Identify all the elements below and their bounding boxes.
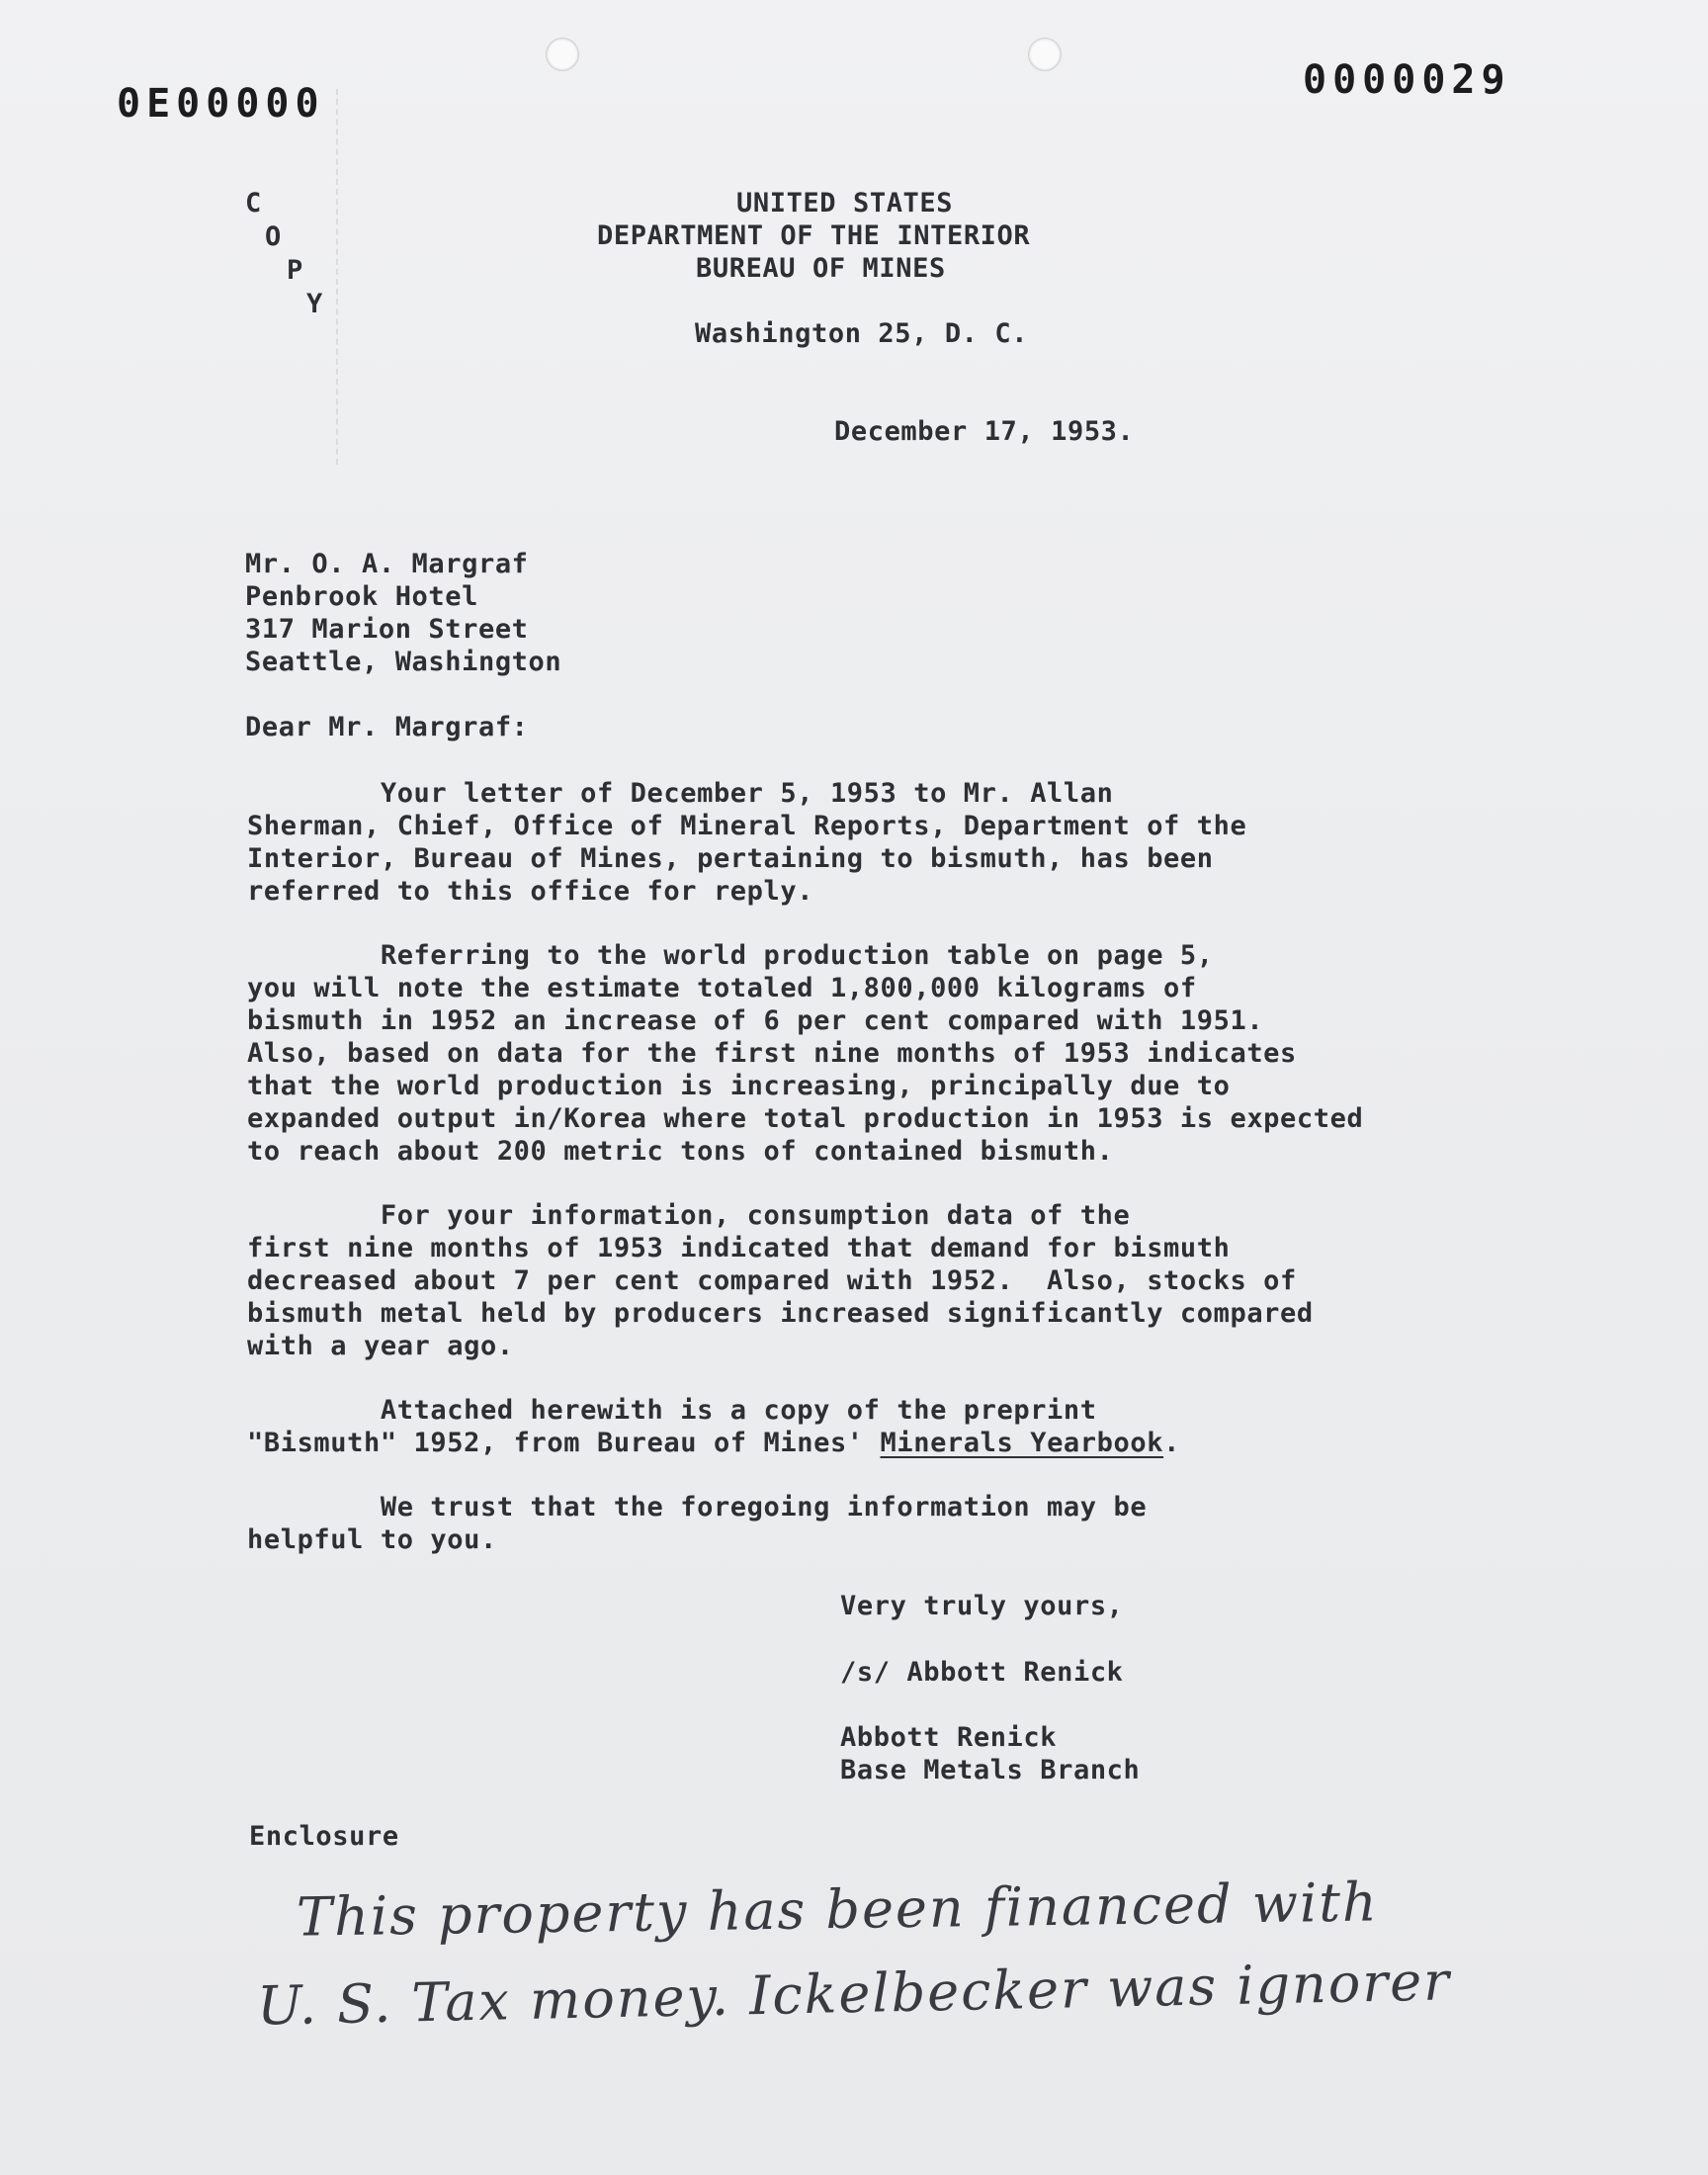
bleed-through-mark: [336, 89, 476, 465]
body-line: Also, based on data for the first nine months of 1953 indicates: [247, 1038, 1297, 1069]
copy-mark-p: P: [287, 255, 303, 286]
letter-date: December 17, 1953.: [834, 416, 1135, 447]
body-line: to reach about 200 metric tons of contained bismuth.: [247, 1136, 1114, 1167]
signature: /s/ Abbott Renick: [840, 1657, 1124, 1688]
enclosure-note: Enclosure: [249, 1821, 399, 1852]
punch-hole: [546, 38, 579, 71]
handwritten-note-line: U. S. Tax money. Ickelbecker was ignorer: [256, 1950, 1452, 2038]
body-text: "Bismuth" 1952, from Bureau of Mines': [247, 1428, 864, 1458]
stamp-number-right: 0000029: [1303, 57, 1511, 103]
salutation: Dear Mr. Margraf:: [245, 712, 529, 742]
body-line: For your information, consumption data of the: [247, 1200, 1131, 1231]
address-line: Mr. O. A. Margraf: [245, 549, 529, 579]
body-line: you will note the estimate totaled 1,800,000 kilograms of: [247, 973, 1197, 1003]
address-line: Penbrook Hotel: [245, 581, 478, 612]
body-line: with a year ago.: [247, 1331, 514, 1361]
body-line: decreased about 7 per cent compared with 1952. Also, stocks of: [247, 1265, 1297, 1296]
closing: Very truly yours,: [840, 1591, 1124, 1621]
body-line: We trust that the foregoing information may be: [247, 1492, 1148, 1522]
letterhead-location: Washington 25, D. C.: [695, 318, 1029, 349]
body-line: Interior, Bureau of Mines, pertaining to bismuth, has been: [247, 843, 1214, 874]
body-line: bismuth metal held by producers increased significantly compared: [247, 1298, 1314, 1329]
signer-name: Abbott Renick: [840, 1722, 1058, 1753]
signer-title: Base Metals Branch: [840, 1755, 1141, 1785]
copy-mark-y: Y: [306, 289, 323, 319]
body-line: Your letter of December 5, 1953 to Mr. Allan: [247, 778, 1114, 809]
address-line: 317 Marion Street: [245, 614, 529, 645]
body-line: Sherman, Chief, Office of Mineral Reports, Department of the: [247, 811, 1247, 841]
body-line: that the world production is increasing, principally due to: [247, 1071, 1231, 1101]
letterhead-department: DEPARTMENT OF THE INTERIOR: [597, 220, 1031, 251]
stamp-number-left: 0E00000: [117, 81, 325, 127]
body-line: referred to this office for reply.: [247, 876, 814, 907]
letterhead-country: UNITED STATES: [736, 188, 954, 218]
sentence-end: .: [1163, 1428, 1180, 1458]
body-line: bismuth in 1952 an increase of 6 per cent compared with 1951.: [247, 1005, 1264, 1036]
publication-title: Minerals Yearbook: [880, 1428, 1164, 1458]
handwritten-note-line: This property has been financed with: [296, 1870, 1380, 1949]
punch-hole: [1028, 38, 1062, 71]
body-line: [247, 1428, 1180, 1458]
letterhead-bureau: BUREAU OF MINES: [696, 253, 946, 284]
body-line: first nine months of 1953 indicated that demand for bismuth: [247, 1233, 1231, 1263]
body-line: Referring to the world production table on page 5,: [247, 940, 1214, 971]
body-line: helpful to you.: [247, 1524, 497, 1555]
copy-mark-c: C: [245, 188, 262, 218]
address-line: Seattle, Washington: [245, 647, 562, 677]
copy-mark-o: O: [265, 221, 282, 252]
body-line: Attached herewith is a copy of the preprint: [247, 1395, 1097, 1426]
body-line: expanded output in/Korea where total production in 1953 is expected: [247, 1103, 1364, 1134]
